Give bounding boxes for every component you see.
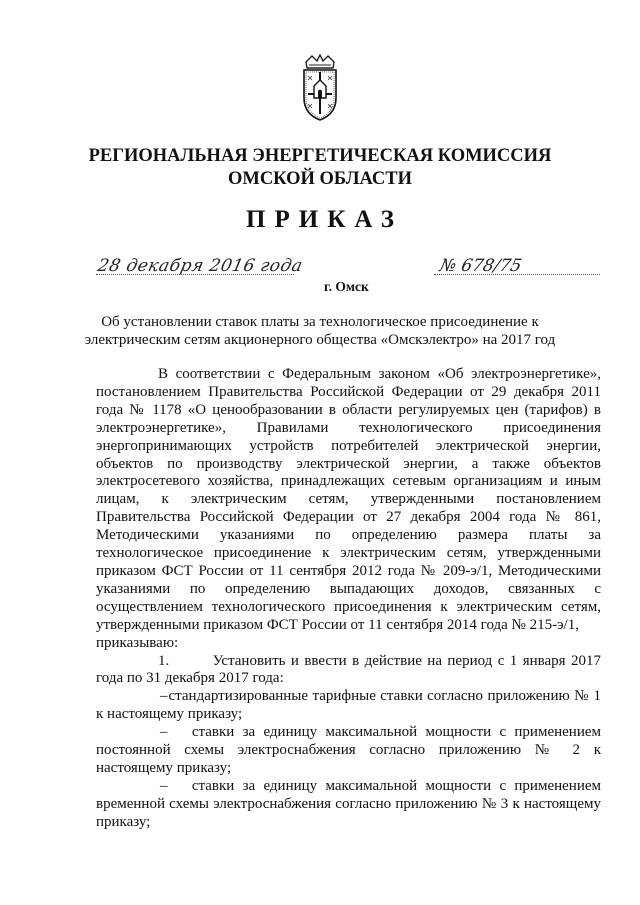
handwritten-date: 28 декабря 2016 года [95,256,305,276]
sub-item-1-text: стандартизированные тарифные ставки согласно приложению № 1 к настоящему приказу; [96,688,601,723]
list-item-1 [96,653,601,689]
sub-item-3 [96,778,601,832]
city-label: г. Омск [324,279,369,294]
sub-item-3-text: ставки за единицу максимальной мощности с применением временной схемы электроснабжения согласно приложению № 3 к настоящему приказу; [96,777,601,830]
handwritten-order-number: № 678/75 [437,256,524,276]
organization-name-line2: ОМСКОЙ ОБЛАСТИ [227,169,413,189]
sub-item-2 [96,724,601,778]
document-body [96,366,601,832]
dash-marker: – [160,688,168,705]
subject-line1: Об установлении ставок платы за технологическое присоединение к [101,314,539,330]
number-underline [434,274,600,275]
order-word: приказываю: [96,634,179,651]
preamble-paragraph: В соответствии с Федеральным законом «Об электроэнергетике», постановлением Правительства Российской Федерации от 29 декабря 2011 года № 1178 «О ценообразовании в области регулируемых цен (тарифов) в электроэнергетике», Правилами технологического присоединения энергопринимающих устройств потребителей электрической энергии, объектов по производству электрической энергии, а также объектов электросетевого хозяйства, принадлежащих сетевым организациям и иным лицам, к электрическим сетям, утвержденными постановлением Правительства Российской Федерации от 27 декабря 2004 года № 861, Методическими указаниями по определению размера платы за технологическое присоединение к электрическим сетям, утвержденными приказом ФСТ России от 11 сентября 2012 года № 209-э/1, Методическими указаниями по определению выпадающих доходов, связанных с осуществлением технологического присоединения к электрическим сетям, утвержденными приказом ФСТ России от 11 сентября 2014 года № 215-э/1, [96,366,601,633]
subject-line2: электрическим сетям акционерного общества «Омскэлектро» на 2017 год [84,332,556,348]
date-underline [96,274,294,275]
order-subject [60,313,580,349]
item-number: 1. [158,652,170,669]
coat-of-arms-emblem [300,54,340,122]
item-1-text: Установить и ввести в действие на период с 1 января 2017 года по 31 декабря 2017 года: [96,652,601,687]
dash-marker: – [160,777,168,794]
document-title: ПРИКАЗ [246,206,403,233]
dash-marker: – [160,724,168,741]
sub-item-2-text: ставки за единицу максимальной мощности с применением постоянной схемы электроснабжения согласно приложению № 2 к настоящему приказу; [96,724,601,776]
sub-item-1 [96,688,601,724]
organization-name-line1: РЕГИОНАЛЬНАЯ ЭНЕРГЕТИЧЕСКАЯ КОМИССИЯ [88,146,552,166]
